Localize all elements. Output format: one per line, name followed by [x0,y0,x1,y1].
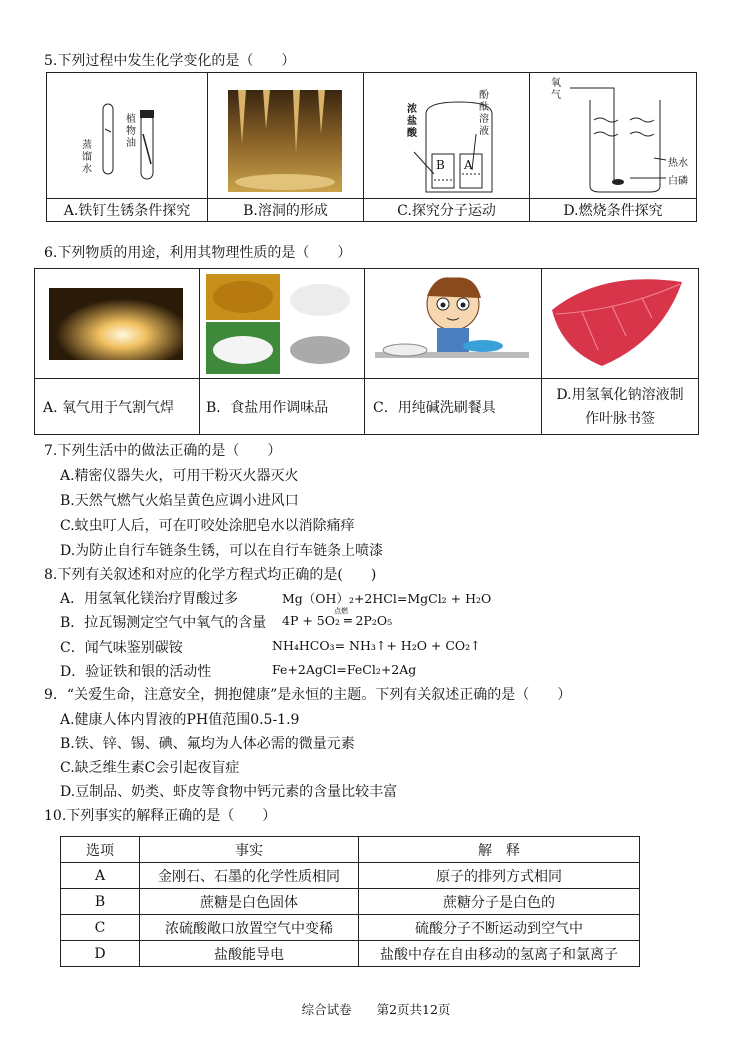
label-white-phosphorus: 白磷 [668,175,688,187]
row-b-fact: 蔗糖是白色固体 [140,889,359,915]
header-fact: 事实 [140,837,359,863]
q9-option-a: A.健康人体内胃液的PH值范围0.5-1.9 [60,712,300,728]
q6-image-d [542,269,699,379]
row-c-fact: 浓硫酸敞口放置空气中变稀 [140,915,359,941]
q5-title: 5.下列过程中发生化学变化的是（ ） [44,53,296,69]
label-beaker-a: A [464,157,473,172]
label-hot-water: 热水 [668,157,688,169]
q8-formula-c: NH₄HCO₃= NH₃↑+ H₂O + CO₂↑ [272,638,481,653]
q5-image-table [46,72,697,222]
q5-image-c [364,73,530,199]
q8-option-b: B．拉瓦锡测定空气中氧气的含量 [60,615,267,631]
q7-option-b: B.天然气燃气火焰呈黄色应调小进风口 [60,493,299,509]
label-phenolphthalein: 酚酞溶液 [479,89,489,137]
row-d-option: D [61,941,140,967]
table-row [61,889,640,915]
q8-option-d: D．验证铁和银的活动性 [60,664,212,680]
table-row [61,863,640,889]
welding-photo [35,270,199,378]
q8-option-a: A．用氢氧化镁治疗胃酸过多 [60,591,239,607]
label-distilled-water: 蒸馏水 [82,139,92,175]
q9-title: 9．“关爱生命，注意安全，拥抱健康”是永恒的主题。下列有关叙述正确的是（ ） [44,687,572,703]
q6-caption-c: C．用纯碱洗刷餐具 [365,379,542,435]
q7-option-c: C.蚊虫叮人后，可在叮咬处涂肥皂水以消除痛痒 [60,518,355,534]
q8-option-c: C．闻气味鉴别碳铵 [60,640,183,656]
table-row [61,915,640,941]
q6-title: 6.下列物质的用途，利用其物理性质的是（ ） [44,245,352,261]
q10-title: 10.下列事实的解释正确的是（ ） [44,808,277,824]
q5-caption-b: B.溶洞的形成 [208,199,364,222]
label-conc-hcl: 浓盐酸 [407,103,417,139]
cave-photo [208,74,363,198]
header-option: 选项 [61,837,140,863]
row-a-explanation: 原子的排列方式相同 [359,863,640,889]
label-vegetable-oil: 植物油 [126,113,136,149]
q8-title: 8.下列有关叙述和对应的化学方程式均正确的是( ) [44,567,377,583]
row-a-fact: 金刚石、石墨的化学性质相同 [140,863,359,889]
q8-condition: 点燃 [334,607,348,615]
row-b-option: B [61,889,140,915]
row-c-explanation: 硫酸分子不断运动到空气中 [359,915,640,941]
row-a-option: A [61,863,140,889]
q6-caption-a: A. 氧气用于气割气焊 [35,379,200,435]
q10-table [60,836,640,967]
q7-option-d: D.为防止自行车链条生锈，可以在自行车链条上喷漆 [60,543,384,559]
label-oxygen: 氧气 [551,77,561,101]
red-leaf-photo [542,270,698,378]
q6-caption-b: B．食盐用作调味品 [200,379,365,435]
q5-caption-d: D.燃烧条件探究 [530,199,697,222]
q6-image-c [365,269,542,379]
q9-option-c: C.缺乏维生素C会引起夜盲症 [60,760,240,776]
q9-option-b: B.铁、锌、锡、碘、氟均为人体必需的微量元素 [60,736,355,752]
beaker-diffusion-illustration [364,74,529,198]
q6-image-b [200,269,365,379]
header-explanation: 解 释 [359,837,640,863]
row-d-explanation: 盐酸中存在自由移动的氢离子和氯离子 [359,941,640,967]
cartoon-dishwashing-illustration [365,270,541,378]
q5-caption-a: A.铁钉生锈条件探究 [47,199,208,222]
q6-caption-d-text: D.用氢氧化钠溶液制作叶脉书签 [556,386,684,427]
row-d-fact: 盐酸能导电 [140,941,359,967]
row-b-explanation: 蔗糖分子是白色的 [359,889,640,915]
q5-image-b [208,73,364,199]
q5-image-d [530,73,697,199]
q7-title: 7.下列生活中的做法正确的是（ ） [44,443,282,459]
powders-photo [200,270,364,378]
q9-option-d: D.豆制品、奶类、虾皮等食物中钙元素的含量比较丰富 [60,784,398,800]
table-row [61,941,640,967]
q8-formula-b: 4P + 5O₂ ═ 2P₂O₅ [282,613,393,628]
q6-image-table [34,268,699,435]
q8-formula-d: Fe+2AgCl=FeCl₂+2Ag [272,662,417,677]
q6-caption-d [542,379,699,435]
q6-image-a [35,269,200,379]
table-header-row [61,837,640,863]
page-footer: 综合试卷 第2页共12页 [301,1002,451,1017]
q8-formula-a: Mg（OH）₂+2HCl=MgCl₂ + H₂O [282,591,492,606]
q5-caption-c: C.探究分子运动 [364,199,530,222]
label-beaker-b: B [436,157,445,172]
row-c-option: C [61,915,140,941]
q5-image-a [47,73,208,199]
q7-option-a: A.精密仪器失火，可用干粉灭火器灭火 [60,468,299,484]
